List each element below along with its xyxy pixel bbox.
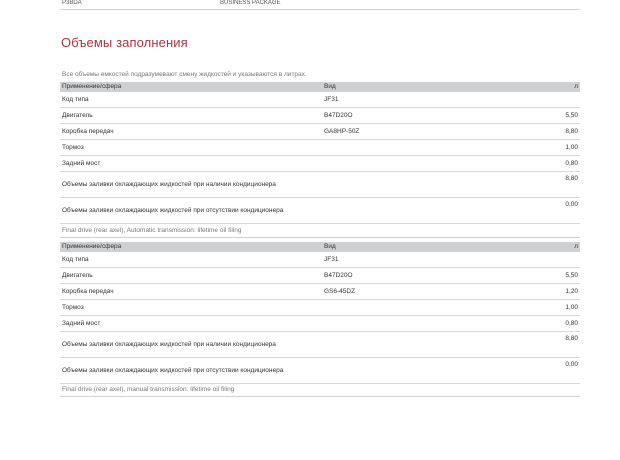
row-type bbox=[322, 140, 482, 156]
option-code: P3BDA bbox=[62, 0, 82, 6]
row-label: Объемы заливки охлаждающих жидкостей при наличии кондиционера bbox=[60, 332, 322, 358]
row-value: 0,00 bbox=[482, 198, 580, 224]
table-row bbox=[60, 284, 580, 300]
table-row bbox=[60, 92, 580, 108]
row-value: 5,50 bbox=[482, 268, 580, 284]
table-header-row bbox=[60, 242, 580, 252]
table-row bbox=[60, 156, 580, 172]
row-label: Двигатель bbox=[60, 268, 322, 284]
row-value: 0,80 bbox=[482, 316, 580, 332]
table-row bbox=[60, 316, 580, 332]
row-label: Тормоз bbox=[60, 140, 322, 156]
table-row bbox=[60, 172, 580, 198]
row-label: Коробка передач bbox=[60, 124, 322, 140]
table-row bbox=[60, 124, 580, 140]
row-value bbox=[482, 252, 580, 268]
fill-volumes-table-automatic bbox=[60, 82, 580, 224]
footnote-automatic: Final drive (rear axel), Automatic transmission: lifetime oil filing bbox=[62, 227, 242, 234]
header-type: Вид bbox=[322, 242, 482, 252]
table-row bbox=[60, 252, 580, 268]
row-type bbox=[322, 198, 482, 224]
header-type: Вид bbox=[322, 82, 482, 92]
intro-note: Все объемы емкостей подразумевают смену жидкостей и указываются в литрах. bbox=[62, 71, 307, 78]
row-label: Задний мост bbox=[60, 316, 322, 332]
row-label: Коробка передач bbox=[60, 284, 322, 300]
header-application: Применение/сфера bbox=[60, 82, 322, 92]
row-value: 8,80 bbox=[482, 172, 580, 198]
row-type bbox=[322, 300, 482, 316]
row-value: 8,80 bbox=[482, 124, 580, 140]
row-type: B47D20O bbox=[322, 268, 482, 284]
row-label: Объемы заливки охлаждающих жидкостей при отсутствии кондиционера bbox=[60, 358, 322, 384]
row-type bbox=[322, 316, 482, 332]
row-value: 1,20 bbox=[482, 284, 580, 300]
table-row bbox=[60, 198, 580, 224]
header-unit: л bbox=[482, 82, 580, 92]
table-row bbox=[60, 140, 580, 156]
table-row bbox=[60, 300, 580, 316]
row-label: Код типа bbox=[60, 92, 322, 108]
row-type: GA8HP-50Z bbox=[322, 124, 482, 140]
table-row bbox=[60, 358, 580, 384]
header-application: Применение/сфера bbox=[60, 242, 322, 252]
row-type bbox=[322, 358, 482, 384]
row-label: Объемы заливки охлаждающих жидкостей при наличии кондиционера bbox=[60, 172, 322, 198]
row-value bbox=[482, 92, 580, 108]
footnote-manual: Final drive (rear axel), manual transmission: lifetime oil filing bbox=[62, 386, 235, 393]
row-value: 0,80 bbox=[482, 156, 580, 172]
table-row bbox=[60, 268, 580, 284]
row-label: Тормоз bbox=[60, 300, 322, 316]
divider bbox=[60, 237, 580, 238]
row-type: B47D20O bbox=[322, 108, 482, 124]
row-type: GS6-45DZ bbox=[322, 284, 482, 300]
row-type: JF31 bbox=[322, 252, 482, 268]
row-value: 1,00 bbox=[482, 300, 580, 316]
row-value: 5,50 bbox=[482, 108, 580, 124]
previous-table-row bbox=[60, 0, 580, 10]
row-type bbox=[322, 156, 482, 172]
table-row bbox=[60, 332, 580, 358]
row-value: 1,00 bbox=[482, 140, 580, 156]
header-unit: л bbox=[482, 242, 580, 252]
row-type bbox=[322, 332, 482, 358]
row-value: 8,80 bbox=[482, 332, 580, 358]
fill-volumes-table-manual bbox=[60, 242, 580, 384]
row-type: JF31 bbox=[322, 92, 482, 108]
row-label: Двигатель bbox=[60, 108, 322, 124]
divider bbox=[60, 396, 580, 397]
row-value: 0,00 bbox=[482, 358, 580, 384]
row-label: Объемы заливки охлаждающих жидкостей при отсутствии кондиционера bbox=[60, 198, 322, 224]
row-label: Код типа bbox=[60, 252, 322, 268]
row-label: Задний мост bbox=[60, 156, 322, 172]
option-name: BUSINESS PACKAGE bbox=[220, 0, 281, 6]
row-type bbox=[322, 172, 482, 198]
section-title: Объемы заполнения bbox=[61, 35, 188, 50]
table-row bbox=[60, 108, 580, 124]
table-header-row bbox=[60, 82, 580, 92]
